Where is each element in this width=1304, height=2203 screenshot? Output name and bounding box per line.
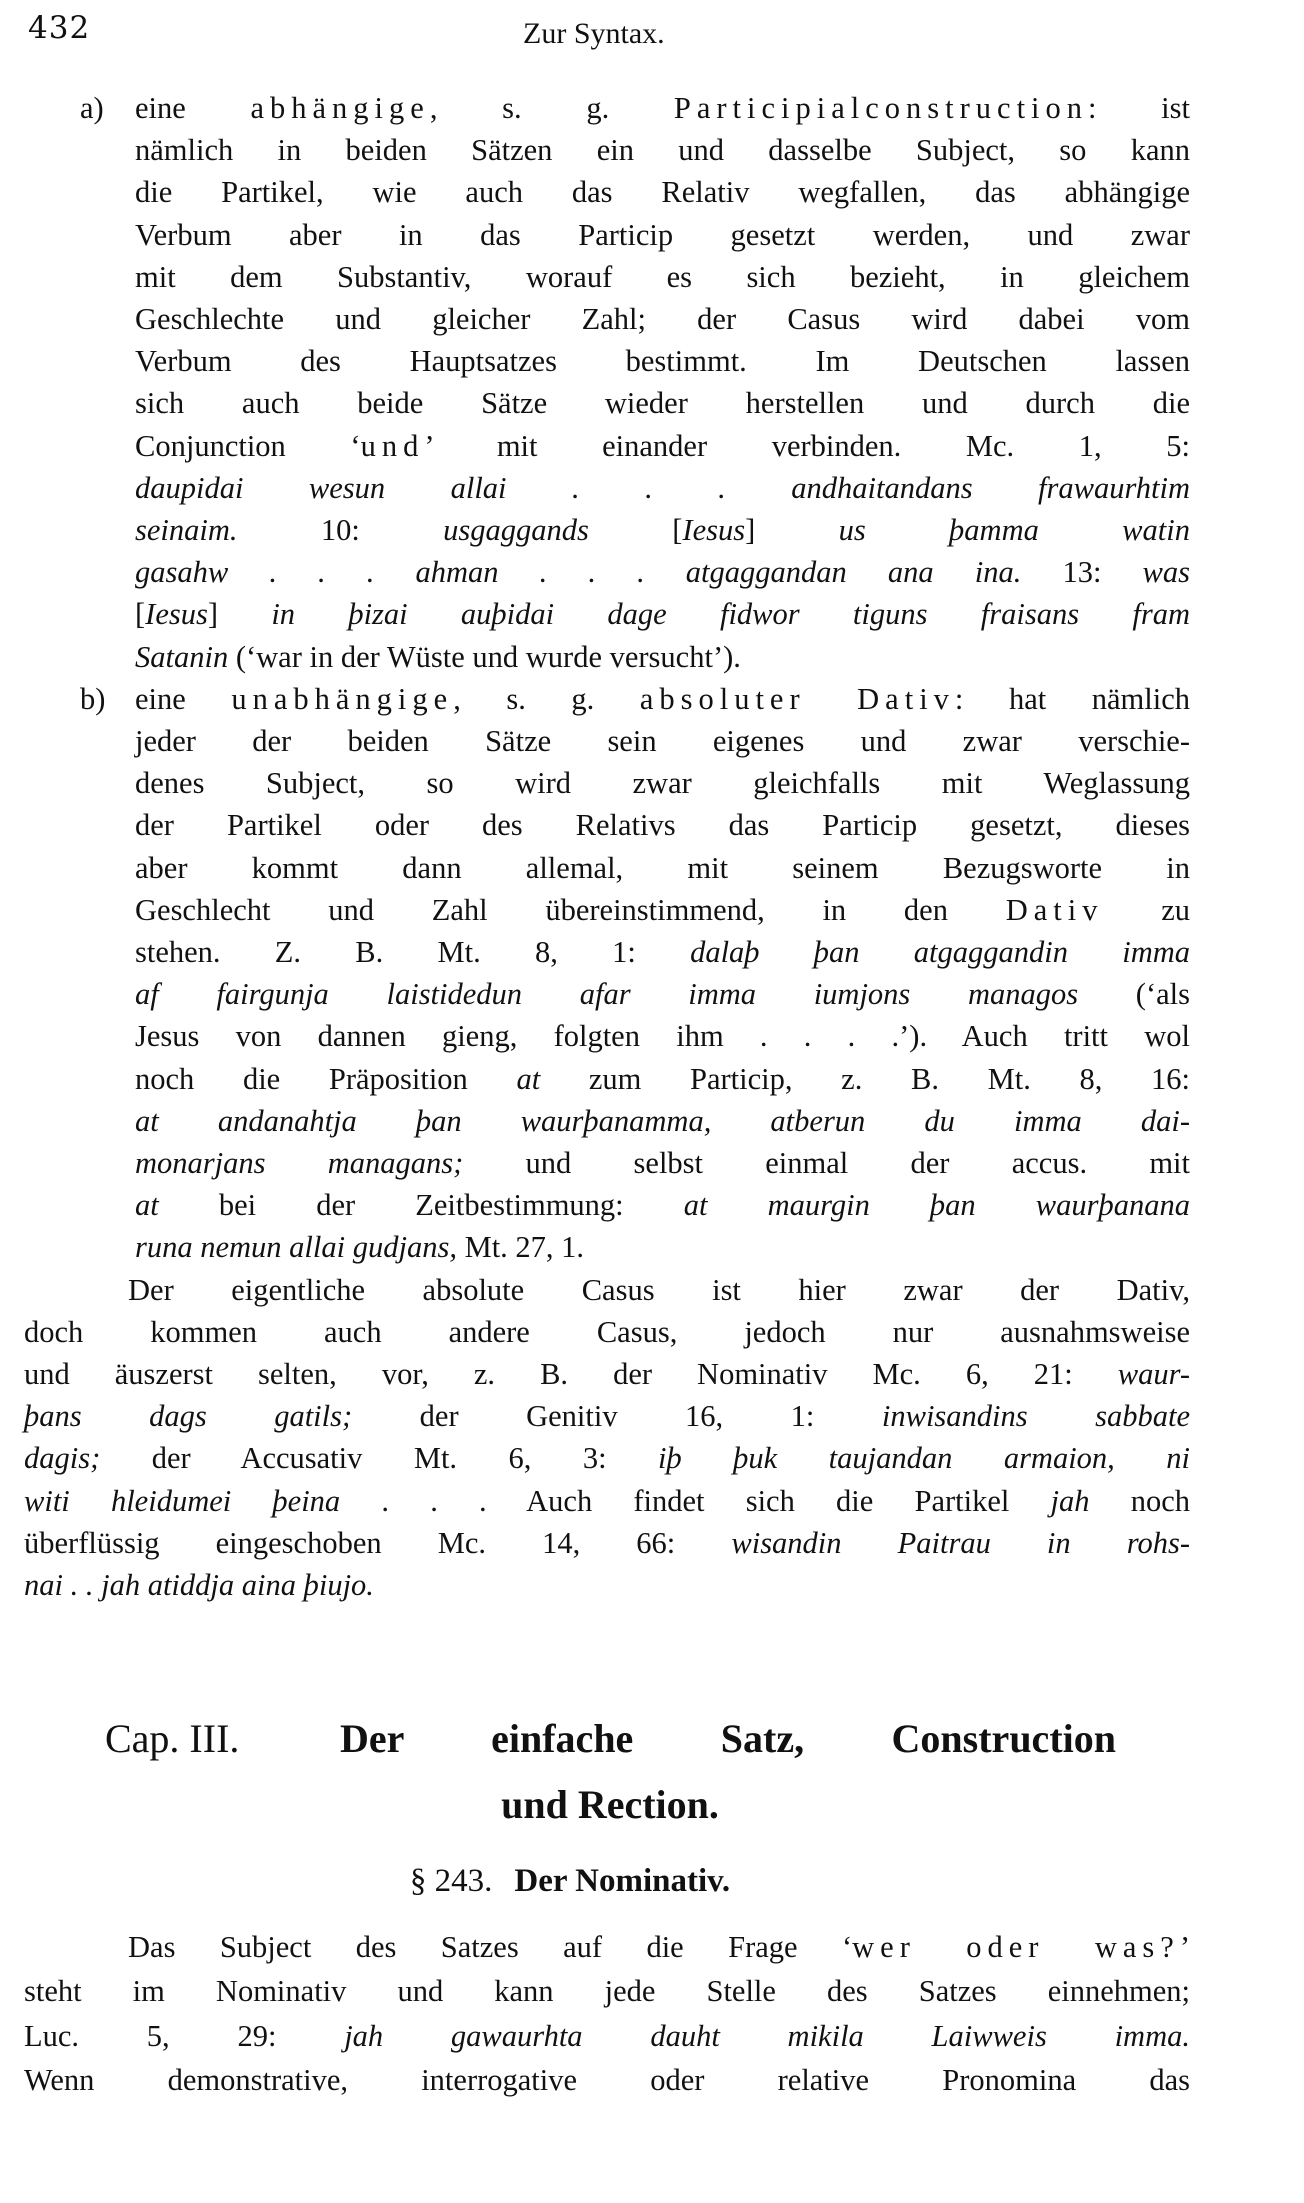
running-head: Zur Syntax. bbox=[523, 17, 665, 50]
text-segment: jeder der beiden Sätze sein eigenes und zwar verschie- bbox=[135, 724, 1190, 758]
text-line bbox=[135, 129, 1190, 171]
text-segment: wer oder was? bbox=[852, 1930, 1180, 1964]
text-segment: [ bbox=[588, 513, 683, 547]
text-segment: (‘war in der Wüste und wurde versucht’). bbox=[228, 639, 741, 674]
text-line bbox=[135, 467, 1190, 509]
gothic-quotation: gasahw . . . ahman . . . atgaggandan ana ina. bbox=[135, 555, 1022, 590]
text-line bbox=[24, 1395, 1190, 1437]
gothic-quotation: wisandin Paitrau in rohs- bbox=[731, 1525, 1190, 1560]
text-segment: Wenn demonstrative, interrogative oder relative Pronomina das bbox=[24, 2062, 1190, 2097]
text-line bbox=[135, 1100, 1190, 1142]
gothic-quotation: us þamma watin bbox=[838, 513, 1190, 547]
gothic-quotation: iþ þuk taujandan armaion, ni bbox=[658, 1441, 1190, 1476]
gothic-quotation: nai . . jah atiddja aina þiujo. bbox=[24, 1568, 374, 1602]
text-line bbox=[135, 256, 1190, 298]
text-segment: die Partikel, wie auch das Relativ wegfallen, das abhängige bbox=[135, 175, 1190, 210]
text-segment: , s. g. bbox=[453, 681, 640, 716]
text-segment: Participialconstruction bbox=[673, 91, 1089, 125]
text-segment: und bbox=[360, 428, 425, 463]
text-segment: eine bbox=[135, 681, 232, 716]
text-line bbox=[135, 847, 1190, 889]
text-line bbox=[135, 804, 1190, 846]
text-line bbox=[135, 678, 1190, 720]
text-line bbox=[135, 382, 1190, 424]
text-segment: eine bbox=[135, 91, 251, 125]
text-segment: Dativ bbox=[1005, 892, 1104, 927]
section-number: § 243. bbox=[409, 1863, 493, 1899]
text-line bbox=[135, 1015, 1190, 1057]
gothic-quotation: daupidai wesun allai . . . andhaitandans frawaurhtim bbox=[135, 470, 1190, 505]
text-line bbox=[128, 1269, 1190, 1311]
gothic-quotation: jah gawaurhta dauht mikila Laiwweis imma. bbox=[344, 2018, 1190, 2053]
text-line bbox=[128, 1926, 1190, 1968]
text-segment: . . . Auch findet sich die Partikel bbox=[340, 1483, 1051, 1518]
text-segment: ’ mit einander verbinden. Mc. 1, 5: bbox=[424, 428, 1190, 463]
text-segment: der Accusativ Mt. 6, 3: bbox=[100, 1441, 658, 1476]
text-line bbox=[24, 1311, 1190, 1353]
text-segment: doch kommen auch andere Casus, jedoch nur ausnahmsweise bbox=[24, 1314, 1190, 1349]
gothic-quotation: dalaþ þan atgaggandin imma bbox=[690, 935, 1190, 969]
text-line bbox=[135, 931, 1190, 973]
gothic-quotation: usgaggands bbox=[443, 513, 589, 547]
text-segment: denes Subject, so wird zwar gleichfalls mit Weglassung bbox=[135, 766, 1190, 801]
text-segment: zum Particip, z. B. Mt. 8, 16: bbox=[540, 1061, 1190, 1096]
text-segment: : hat nämlich bbox=[954, 681, 1190, 716]
text-segment: der Partikel oder des Relativs das Particip gesetzt, dieses bbox=[135, 808, 1190, 843]
text-segment: (‘als bbox=[1078, 977, 1190, 1012]
text-line bbox=[24, 1564, 1190, 1606]
text-line bbox=[135, 636, 1190, 678]
page-number: 432 bbox=[28, 10, 91, 46]
gothic-quotation: Satanin bbox=[135, 639, 229, 674]
gothic-quotation: waur- bbox=[1117, 1357, 1190, 1391]
text-segment: Mt. 27, 1. bbox=[456, 1230, 585, 1265]
text-line bbox=[135, 298, 1190, 340]
text-line bbox=[135, 1058, 1190, 1100]
text-segment: Das Subject des Satzes auf die Frage ‘ bbox=[128, 1930, 853, 1964]
gothic-quotation: monarjans managans; bbox=[135, 1146, 464, 1180]
text-segment: [ bbox=[135, 597, 146, 632]
text-line bbox=[135, 425, 1190, 467]
text-segment: überflüssig eingeschoben Mc. 14, 66: bbox=[24, 1525, 732, 1560]
text-segment: ] bbox=[207, 597, 272, 632]
gothic-quotation: in þizai auþidai dage fidwor tiguns fraisans fram bbox=[271, 597, 1190, 632]
gothic-quotation: was bbox=[1142, 555, 1190, 590]
text-segment: noch bbox=[1089, 1483, 1190, 1518]
text-segment: stehen. Z. B. Mt. 8, 1: bbox=[135, 935, 691, 969]
text-segment: noch die Präposition bbox=[135, 1061, 517, 1096]
text-segment: Der eigentliche absolute Casus ist hier zwar der Dativ, bbox=[128, 1272, 1190, 1307]
gothic-quotation: witi hleidumei þeina bbox=[24, 1483, 341, 1518]
text-line bbox=[135, 214, 1190, 256]
text-line bbox=[135, 720, 1190, 762]
text-line bbox=[135, 1226, 1190, 1268]
gothic-quotation: at bbox=[135, 1188, 159, 1223]
text-segment: sich auch beide Sätze wieder herstellen und durch die bbox=[135, 386, 1190, 421]
chapter-title-line-2: und Rection. bbox=[501, 1782, 719, 1827]
text-segment: abhängige bbox=[250, 91, 430, 125]
gothic-quotation: jah bbox=[1050, 1483, 1090, 1518]
text-line bbox=[135, 889, 1190, 931]
text-segment: und selbst einmal der accus. mit bbox=[463, 1146, 1190, 1180]
text-line bbox=[135, 1142, 1190, 1184]
text-segment: absoluter Dativ bbox=[639, 681, 955, 716]
text-line bbox=[135, 340, 1190, 382]
text-line bbox=[24, 1970, 1190, 2012]
gothic-quotation: inwisandins sabbate bbox=[881, 1399, 1191, 1434]
text-segment: 13: bbox=[1021, 555, 1143, 590]
text-line bbox=[135, 171, 1190, 213]
text-line bbox=[24, 2059, 1190, 2101]
text-line bbox=[24, 1437, 1190, 1479]
text-segment: steht im Nominativ und kann jede Stelle des Satzes einnehmen; bbox=[24, 1974, 1190, 2009]
text-line bbox=[135, 509, 1190, 551]
text-segment: Geschlecht und Zahl übereinstimmend, in den bbox=[135, 892, 1006, 927]
text-segment: ’ bbox=[1179, 1930, 1190, 1964]
text-segment: zu bbox=[1103, 892, 1190, 927]
text-segment: ] bbox=[745, 513, 839, 547]
text-segment: : ist bbox=[1088, 91, 1190, 125]
text-line bbox=[135, 973, 1190, 1015]
gothic-quotation: runa nemun allai gudjans, bbox=[135, 1230, 457, 1265]
text-segment: Conjunction ‘ bbox=[135, 428, 361, 463]
chapter-title-line-1: Der einfache Satz, Construction bbox=[340, 1716, 1116, 1761]
text-segment: Verbum aber in das Particip gesetzt werden, und zwar bbox=[135, 217, 1190, 252]
section-title: Der Nominativ. bbox=[514, 1863, 731, 1899]
text-segment: mit dem Substantiv, worauf es sich bezieht, in gleichem bbox=[135, 259, 1190, 294]
gothic-quotation: af fairgunja laistidedun afar imma iumjons managos bbox=[135, 977, 1079, 1012]
gothic-quotation: þans dags gatils; bbox=[24, 1399, 353, 1434]
text-segment: Geschlechte und gleicher Zahl; der Casus wird dabei vom bbox=[135, 302, 1190, 336]
text-line bbox=[135, 1184, 1190, 1226]
gothic-quotation: at maurgin þan waurþanana bbox=[683, 1188, 1190, 1223]
text-segment: nämlich in beiden Sätzen ein und dasselbe Subject, so kann bbox=[135, 133, 1190, 168]
list-label-section_a: a) bbox=[80, 91, 104, 125]
section-heading bbox=[0, 1860, 1140, 1902]
text-line bbox=[24, 1480, 1190, 1522]
gothic-quotation: at bbox=[516, 1061, 541, 1096]
text-segment: unabhängige bbox=[231, 681, 454, 716]
gothic-quotation: Iesus bbox=[682, 513, 746, 547]
text-segment: der Genitiv 16, 1: bbox=[352, 1399, 882, 1434]
text-segment: und äuszerst selten, vor, z. B. der Nominativ Mc. 6, 21: bbox=[24, 1357, 1118, 1391]
gothic-quotation: at andanahtja þan waurþanamma, atberun du imma dai- bbox=[135, 1103, 1190, 1138]
text-line bbox=[135, 762, 1190, 804]
text-segment: , s. g. bbox=[429, 91, 674, 125]
text-segment: Jesus von dannen gieng, folgten ihm . . . .’). Auch tritt wol bbox=[135, 1019, 1190, 1054]
text-line bbox=[24, 1522, 1190, 1564]
list-label-section_b: b) bbox=[80, 681, 106, 716]
text-segment: bei der Zeitbestimmung: bbox=[158, 1188, 684, 1223]
text-line bbox=[135, 551, 1190, 593]
text-segment: aber kommt dann allemal, mit seinem Bezugsworte in bbox=[135, 850, 1190, 885]
text-segment: Verbum des Hauptsatzes bestimmt. Im Deutschen lassen bbox=[135, 344, 1190, 379]
gothic-quotation: Iesus bbox=[145, 597, 208, 632]
text-line bbox=[135, 593, 1190, 635]
text-line bbox=[24, 2015, 1190, 2057]
chapter-number: Cap. III. bbox=[105, 1716, 240, 1761]
gothic-quotation: dagis; bbox=[24, 1441, 101, 1476]
text-segment: Luc. 5, 29: bbox=[24, 2018, 345, 2053]
text-line bbox=[24, 1353, 1190, 1395]
text-line bbox=[135, 87, 1190, 129]
text-segment: 10: bbox=[237, 513, 444, 547]
gothic-quotation: seinaim. bbox=[135, 513, 238, 547]
